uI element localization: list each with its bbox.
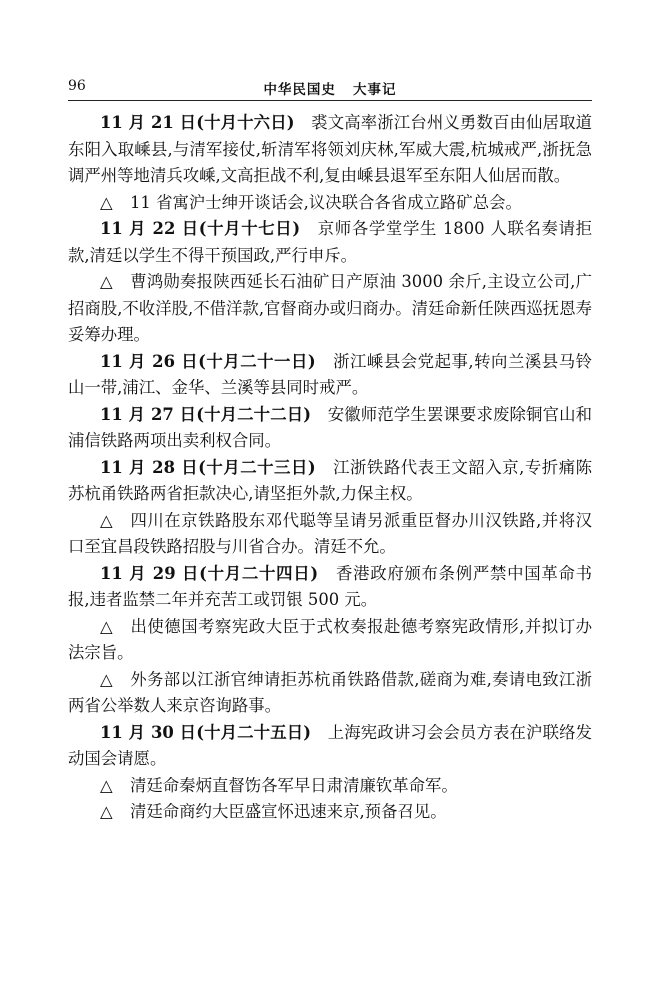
entry-text: 11 省寓沪士绅开谈话会,议决联合各省成立路矿总会。 (130, 192, 522, 212)
header-rule (68, 100, 592, 101)
triangle-marker-icon: △ (100, 802, 113, 821)
entry-date: 11 月 27 日(十月二十二日) (100, 404, 312, 424)
triangle-marker-icon: △ (100, 192, 113, 212)
entry-date: 11 月 26 日(十月二十一日) (100, 351, 316, 371)
entry-text: 外务部以江浙官绅请拒苏杭甬铁路借款,磋商为难,奏请电致江浙两省公举数人来京咨询路事。 (68, 669, 592, 715)
entry-text: 江浙铁路代表王文韶入京,专折痛陈苏杭甬铁路两省拒款决心,请坚拒外款,力保主权。 (68, 457, 593, 503)
entry-date: 11 月 29 日(十月二十四日) (100, 563, 319, 583)
entry-text: 安徽师范学生罢课要求废除铜官山和浦信铁路两项出卖利权合同。 (68, 404, 593, 450)
chronicle-entries (68, 110, 592, 826)
entry-text: 四川在京铁路股东邓代聪等呈请另派重臣督办川汉铁路,并将汉口至宜昌段铁路招股与川省合办。清廷不允。 (68, 510, 592, 556)
triangle-entry (68, 614, 592, 667)
triangle-entry (68, 190, 592, 217)
entry-text: 清廷命商约大臣盛宣怀迅速来京,预备召见。 (130, 802, 447, 821)
triangle-entry (68, 508, 592, 561)
entry-text: 裘文高率浙江台州义勇数百由仙居取道东阳入取嵊县,与清军接仗,斩清军将领刘庆林,军威大震,杭城戒严,浙抚急调严州等地清兵攻嵊,文高拒战不利,复由嵊县退军至东阳人仙居而散。 (68, 113, 593, 185)
running-title: 中华民国史 大事记 (263, 82, 397, 98)
entry-date: 11 月 30 日(十月二十五日) (100, 722, 312, 742)
triangle-marker-icon: △ (100, 775, 113, 795)
entry-text: 浙江嵊县会党起事,转向兰溪县马铃山一带,浦江、金华、兰溪等县同时戒严。 (68, 351, 593, 397)
entry-date: 11 月 28 日(十月二十三日) (100, 457, 316, 477)
dated-entry (68, 110, 592, 190)
entry-text: 京师各学堂学生 1800 人联名奏请拒款,清廷以学生不得干预国政,严行申斥。 (68, 219, 593, 265)
entry-date: 11 月 22 日(十月十七日) (100, 219, 301, 238)
dated-entry (68, 455, 592, 508)
dated-entry (68, 349, 592, 402)
dated-entry (68, 216, 592, 269)
entry-text: 出使德国考察宪政大臣于式枚奏报赴德考察宪政情形,并拟订办法宗旨。 (68, 616, 592, 662)
dated-entry (68, 720, 592, 773)
triangle-marker-icon: △ (100, 510, 113, 530)
triangle-marker-icon: △ (100, 272, 113, 291)
entry-text: 香港政府颁布条例严禁中国革命书报,违者监禁二年并充苦工或罚银 500 元。 (68, 563, 593, 609)
triangle-entry (68, 269, 592, 349)
entry-date: 11 月 21 日(十月十六日) (100, 113, 295, 132)
entry-text: 清廷命秦炳直督饬各军早日肃清廉钦革命军。 (130, 775, 458, 795)
page-header (68, 78, 592, 100)
triangle-entry (68, 667, 592, 720)
triangle-marker-icon: △ (100, 669, 113, 689)
entry-text: 曹鸿勋奏报陕西延长石油矿日产原油 3000 余斤,主设立公司,广招商股,不收洋股,不借洋款,官督商办或归商办。清廷命新任陕西巡抚恩寿妥筹办理。 (68, 272, 592, 344)
triangle-entry (68, 799, 592, 826)
entry-text: 上海宪政讲习会会员方表在沪联络发动国会请愿。 (68, 722, 593, 768)
triangle-marker-icon: △ (100, 616, 113, 636)
page-number: 96 (68, 78, 86, 94)
dated-entry (68, 402, 592, 455)
dated-entry (68, 561, 592, 614)
triangle-entry (68, 773, 592, 800)
